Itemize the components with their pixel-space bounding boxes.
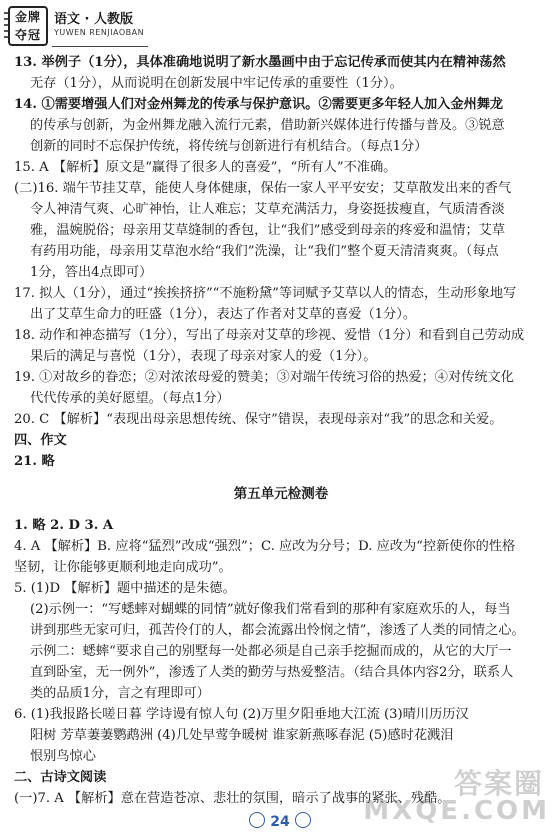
- answer-16-line-2: 令人神清气爽、心旷神怡，让人难忘；艾草充满活力，身姿挺拔瘦直，气质清香淡: [30, 202, 505, 217]
- page-header: [8, 6, 552, 52]
- unit-answer-6-line-2: 阳树 芳草萋萋鹦鹉洲 (4)几处早莺争暖树 谁家新燕啄春泥 (5)感时花溅泪: [30, 728, 454, 743]
- unit-answer-5-1: 5. (1)D 【解析】题中描述的是朱德。: [14, 581, 236, 596]
- watermark-text-2: MXQE.COM: [363, 796, 550, 826]
- page-number-value: 24: [270, 814, 290, 830]
- answer-21: 21. 略: [14, 454, 55, 469]
- logo-dots-decoration: [4, 12, 8, 42]
- answer-18-line-2: 果后的满足与喜悦（1分），表现了母亲对家人的爱（1分）。: [30, 349, 377, 364]
- logo-line-2: 夺冠: [14, 28, 41, 42]
- logo-line-1: 金牌: [14, 10, 41, 24]
- unit-answers-1-3: 1. 略 2. D 3. A: [14, 518, 114, 533]
- unit-answer-6-line-3: 恨别鸟惊心: [30, 749, 96, 764]
- unit-answer-7: (一)7. A 【解析】意在营造苍凉、悲壮的氛围，暗示了战事的紧张、残酷。: [14, 791, 451, 806]
- answer-16-line-5: 1分，答出4点即可）: [30, 265, 153, 280]
- section-composition-heading: 四、作文: [14, 433, 67, 448]
- unit-answer-6-line-1: 6. (1)我报路长嗟日暮 学诗谩有惊人句 (2)万里夕阳垂地大江流 (3)晴川历历汉: [14, 707, 469, 722]
- page-number-left-bracket-icon: [249, 812, 265, 828]
- unit-answer-5-2-line-3: 示例二：蟋蟀“要求自己的别墅每一处都必须是自己亲手挖掘而成的，从它的大厅一: [30, 644, 512, 659]
- header-title: 语文 · 人教版: [54, 12, 133, 27]
- answer-20: 20. C 【解析】“表现出母亲思想传统、保守”错误，表现母亲对“我”的思念和关爱。: [14, 412, 503, 427]
- unit-answer-4-line-2: 坚韧，让你能够更顺利地走向成功”。: [14, 560, 232, 575]
- answer-19-line-2: 代代传承的美好愿望。（每点1分）: [30, 391, 230, 406]
- unit-test-title: 第五单元检测卷: [233, 486, 329, 502]
- watermark-text-1: 答案圈: [453, 767, 544, 800]
- header-divider: [52, 46, 148, 47]
- answer-content: [14, 52, 548, 809]
- brand-logo: [8, 6, 48, 46]
- answer-16-line-3: 雅，温婉脱俗；母亲用艾草缝制的香包，让“我们”感受到母亲的疼爱和温情；艾草: [30, 223, 506, 238]
- section-poetry-heading: 二、古诗文阅读: [14, 770, 107, 785]
- page-number-right-bracket-icon: [295, 812, 311, 828]
- answer-16-line-1: (二)16. 端午节挂艾草，能使人身体健康，保佑一家人平平安安；艾草散发出来的香气: [14, 181, 512, 196]
- answer-17-line-1: 17. 拟人（1分），通过“挨挨挤挤”“不施粉黛”等词赋予艾草以人的情态，生动形象地写: [14, 286, 517, 301]
- unit-answer-5-2-line-1: (2)示例一：“写蟋蟀对蝴蝶的同情”就好像我们常看到的那种有家庭欢乐的人，每当: [30, 602, 511, 617]
- answer-16-line-4: 有药用功能，母亲用艾草泡水给“我们”洗澡，让“我们”整个夏天清清爽爽。（每点: [30, 244, 499, 259]
- header-subtitle: YUWEN RENJIAOBAN: [54, 28, 145, 37]
- answer-14-line-1: 14. ①需要增强人们对金州舞龙的传承与保护意识。②需要更多年轻人加入金州舞龙: [14, 97, 504, 112]
- answer-14-line-2: 的传承与创新，为金州舞龙融入流行元素，借助新兴媒体进行传播与普及。③锐意: [30, 118, 505, 133]
- answer-13-line-1: 13. 举例子（1分），具体准确地说明了新水墨画中由于忘记传承而使其内在精神荡然: [14, 55, 506, 70]
- watermark: [363, 762, 554, 832]
- answer-14-line-3: 创新的同时不忘保护传统，将传统与创新进行有机结合。（每点1分）: [30, 139, 428, 154]
- answer-19-line-1: 19. ①对故乡的眷恋；②对浓浓母爱的赞美；③对端午传统习俗的热爱；④对传统文化: [14, 370, 514, 385]
- unit-answer-5-2-line-2: 讲到那些无家可归，孤苦伶仃的人，都会流露出怜悯之情”，渗透了人类的同情之心。: [30, 623, 525, 638]
- answer-13-line-2: 无存（1分），从而说明在创新发展中牢记传承的重要性（1分）。: [30, 76, 403, 91]
- unit-answer-5-2-line-4: 直到卧室，无一例外”，渗透了人类的勤劳与热爱整洁。（结合具体内容2分，联系人: [30, 665, 514, 680]
- answer-18-line-1: 18. 动作和神态描写（1分），写出了母亲对艾草的珍视、爱惜（1分）和看到自己劳动成: [14, 328, 525, 343]
- unit-answer-4-line-1: 4. A 【解析】B. 应将“猛烈”改成“强烈”；C. 应改为分号；D. 应改为“控新使你的性格: [14, 539, 516, 554]
- answer-17-line-2: 出了艾草生命力的旺盛（1分），表达了作者对艾草的喜爱（1分）。: [30, 307, 417, 322]
- answer-15: 15. A 【解析】原文是“赢得了很多人的喜爱”，“所有人”不准确。: [14, 160, 397, 175]
- unit-answer-5-2-line-5: 类的品质1分，言之有理即可）: [30, 686, 210, 701]
